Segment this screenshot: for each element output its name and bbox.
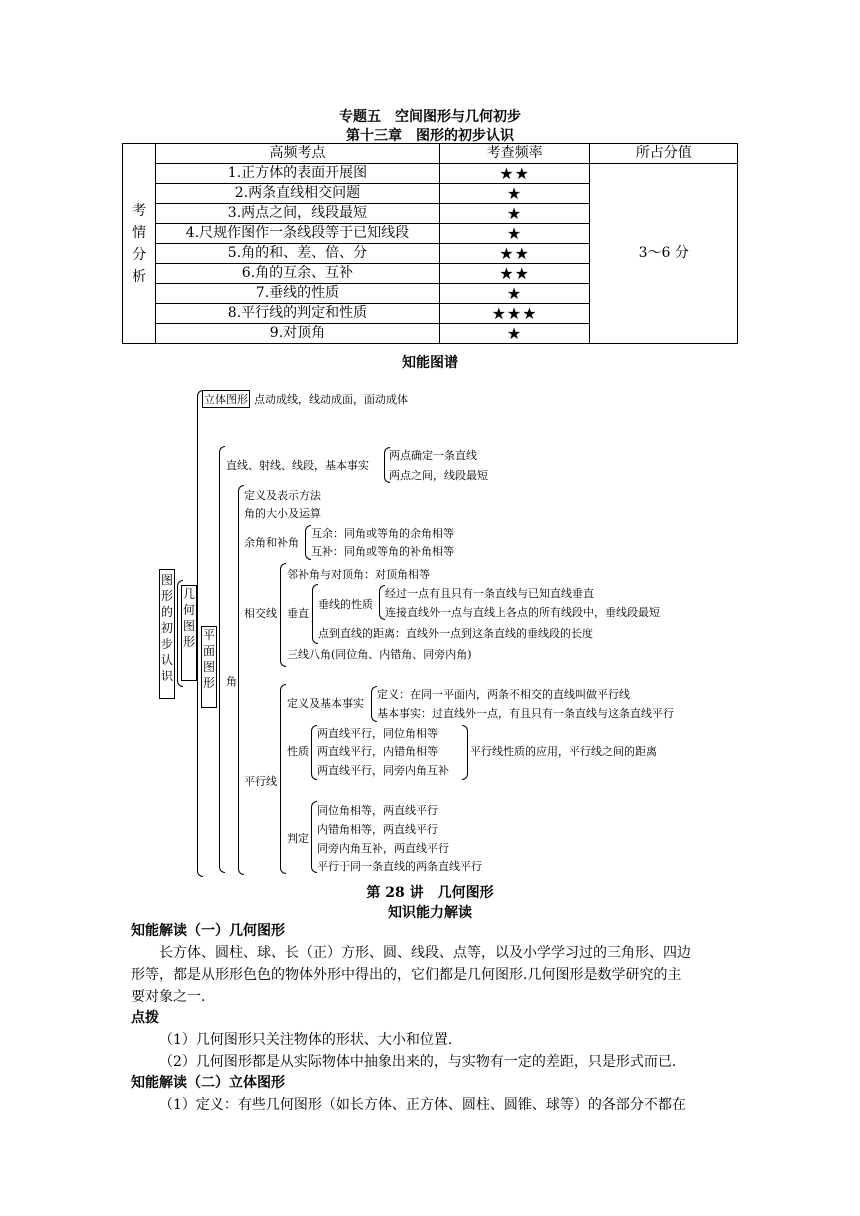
plane-brace [219, 446, 225, 873]
judgement-node: 判定 [287, 832, 309, 845]
plane-figure-node: 平面图形 [201, 626, 217, 708]
topic-cell: 1.正方体的表面开展图 [156, 164, 439, 184]
perp-property-2: 连接直线外一点与直线上各点的所有线段中，垂线段最短 [385, 606, 660, 619]
mindmap-heading: 知能图谱 [402, 355, 458, 371]
section-1-line-3: 要对象之一. [131, 989, 206, 1005]
topic-cell: 4.尺规作图作一条线段等于已知线段 [156, 224, 439, 244]
lines-label: 直线、射线、线段，基本事实 [226, 459, 369, 472]
perp-property-node: 垂线的性质 [318, 598, 373, 611]
exam-analysis-table [122, 143, 738, 344]
table-row [123, 164, 738, 184]
frequency-stars: ★★ [439, 264, 590, 284]
frequency-stars: ★★ [439, 244, 590, 264]
topic-cell: 7.垂线的性质 [156, 284, 439, 304]
section-1-title: 知能解读（一）几何图形 [131, 923, 285, 939]
header-topic: 高频考点 [156, 144, 439, 164]
perpendicular-node: 垂直 [287, 607, 309, 620]
judgement-3: 同旁内角互补，两直线平行 [317, 842, 449, 855]
table-header-row [123, 144, 738, 164]
distance-text: 点到直线的距离：直线外一点到这条直线的垂线段的长度 [318, 627, 593, 640]
root-node: 图形的初步认识 [159, 569, 175, 699]
section-2-line-1: （1）定义：有些几何图形（如长方体、正方体、圆柱、圆锥、球等）的各部分不都在 [159, 1097, 686, 1113]
par-def-node: 定义及基本事实 [287, 697, 364, 710]
judgement-2: 内错角相等，两直线平行 [317, 823, 438, 836]
chapter-title: 第十三章 图形的初步认识 [346, 128, 514, 144]
supplementary-text: 互补：同角或等角的补角相等 [311, 545, 454, 558]
perp-property-1: 经过一点有且只有一条直线与已知直线垂直 [385, 587, 594, 600]
geometry-node: 几何图形 [181, 585, 197, 681]
judgement-4: 平行于同一条直线的两条直线平行 [317, 860, 482, 873]
frequency-stars: ★ [439, 204, 590, 224]
topic-cell: 3.两点之间，线段最短 [156, 204, 439, 224]
frequency-stars: ★ [439, 324, 590, 344]
topic-cell: 6.角的互余、互补 [156, 264, 439, 284]
brace [280, 563, 286, 667]
lecture-title: 第 28 讲 几何图形 [366, 885, 494, 901]
intersecting-lines-node: 相交线 [244, 607, 277, 620]
section-1-line-1: 长方体、圆柱、球、长（正）方形、圆、线段、点等，以及小学学习过的三角形、四边 [159, 945, 691, 961]
comp-supp-node: 余角和补角 [244, 536, 299, 549]
complementary-text: 互余：同角或等角的余角相等 [311, 527, 454, 540]
tip-2: （2）几何图形都是从实际物体中抽象出来的，与实物有一定的差距，只是形式而已. [159, 1054, 677, 1070]
brace-right [462, 725, 468, 780]
lecture-subtitle: 知识能力解读 [388, 905, 472, 921]
property-application: 平行线性质的应用，平行线之间的距离 [470, 745, 657, 758]
brace [280, 684, 286, 874]
topic-title: 专题五 空间图形与几何初步 [339, 109, 521, 125]
solid-figure-text: 点动成线，线动成面，面动成体 [254, 393, 408, 406]
par-def-2: 基本事实：过直线外一点，有且只有一条直线与这条直线平行 [377, 707, 674, 720]
property-3: 两直线平行，同旁内角互补 [317, 764, 449, 777]
property-2: 两直线平行，内错角相等 [317, 745, 438, 758]
score-cell: 3～6 分 [590, 164, 738, 344]
definition-node: 定义及表示方法 [244, 489, 321, 502]
tip-1: （1）几何图形只关注物体的形状、大小和位置. [159, 1032, 453, 1048]
topic-cell: 8.平行线的判定和性质 [156, 304, 439, 324]
adjacent-angles-text: 邻补角与对顶角：对顶角相等 [287, 568, 430, 581]
angle-node: 角 [226, 675, 237, 688]
header-frequency: 考查频率 [439, 144, 590, 164]
property-1: 两直线平行，同位角相等 [317, 727, 438, 740]
frequency-stars: ★ [439, 184, 590, 204]
topic-cell: 9.对顶角 [156, 324, 439, 344]
tip-title: 点拨 [131, 1010, 159, 1026]
judgement-1: 同位角相等，两直线平行 [317, 804, 438, 817]
frequency-stars: ★ [439, 284, 590, 304]
side-label: 考情分析 [123, 144, 156, 344]
header-score: 所占分值 [590, 144, 738, 164]
parallel-lines-node: 平行线 [244, 775, 277, 788]
section-1-line-2: 形等，都是从形形色色的物体外形中得出的，它们都是几何图形.几何图形是数学研究的主 [131, 967, 682, 983]
frequency-stars: ★★ [439, 164, 590, 184]
three-lines-text: 三线八角(同位角、内错角、同旁内角) [287, 648, 472, 661]
fact-2: 两点之间，线段最短 [389, 469, 488, 482]
topic-cell: 2.两条直线相交问题 [156, 184, 439, 204]
frequency-stars: ★ [439, 224, 590, 244]
angle-size-node: 角的大小及运算 [244, 507, 321, 520]
fact-1: 两点确定一条直线 [389, 449, 477, 462]
topic-cell: 5.角的和、差、倍、分 [156, 244, 439, 264]
frequency-stars: ★★★ [439, 304, 590, 324]
property-node: 性质 [287, 745, 309, 758]
par-def-1: 定义：在同一平面内，两条不相交的直线叫做平行线 [377, 688, 630, 701]
section-2-title: 知能解读（二）立体图形 [131, 1075, 285, 1091]
solid-figure-box: 立体图形 [202, 390, 250, 408]
